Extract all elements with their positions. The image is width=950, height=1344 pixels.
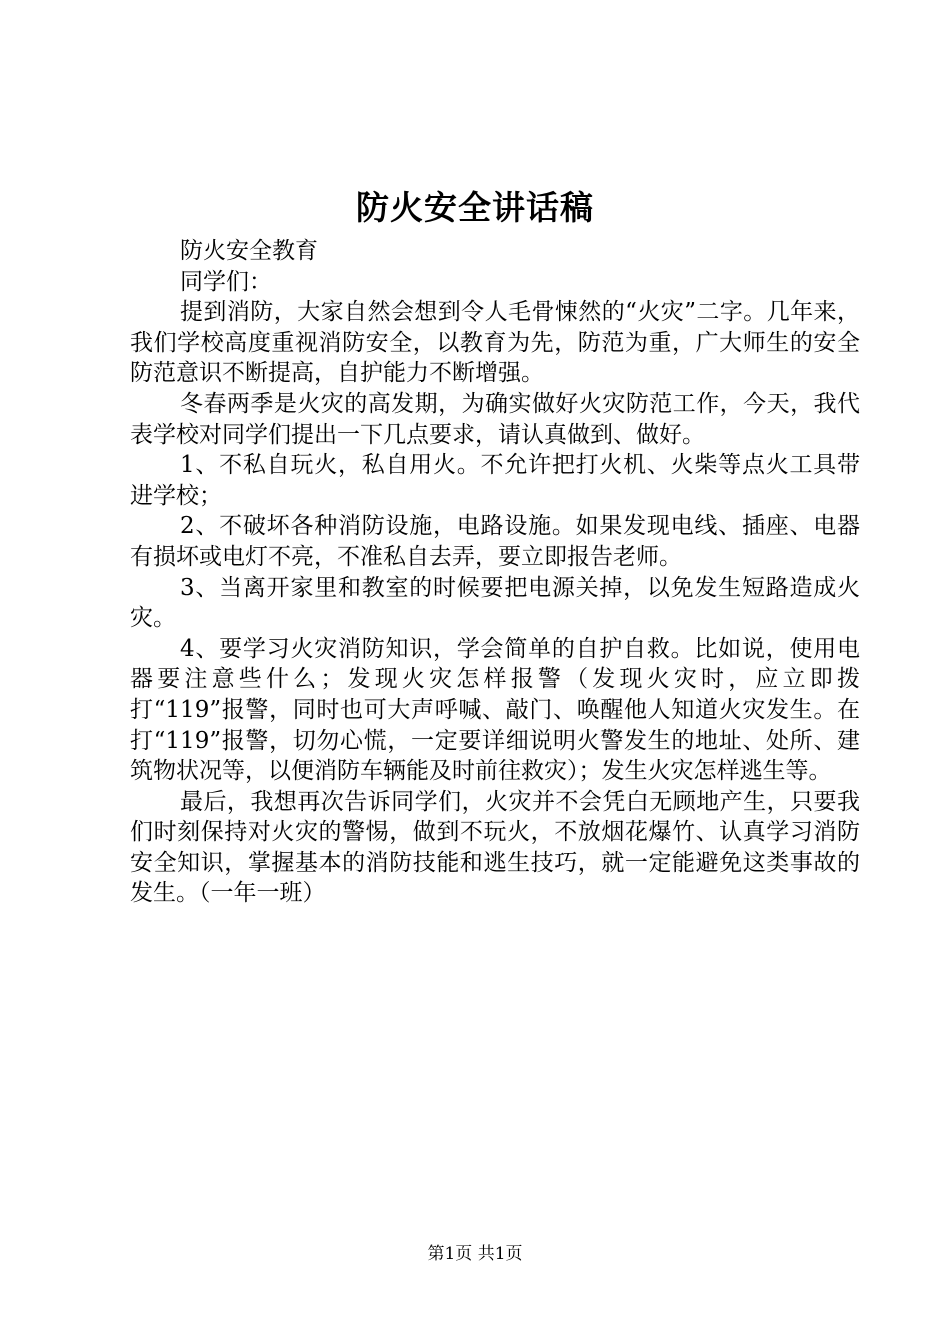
paragraph-closing: 最后，我想再次告诉同学们，火灾并不会凭白无顾地产生，只要我们时刻保持对火灾的警惕，做到不玩火，不放烟花爆竹、认真学习消防安全知识，掌握基本的消防技能和逃生技巧，就一定能避免这类事故的发生。（一年一班） bbox=[130, 788, 860, 907]
paragraph-item-1: 1、不私自玩火，私自用火。不允许把打火机、火柴等点火工具带进学校； bbox=[130, 452, 860, 509]
paragraph-item-4: 4、要学习火灾消防知识，学会简单的自护自救。比如说，使用电器要注意些什么；发现火灾怎样报警（发现火灾时，应立即拨打“119”报警，同时也可大声呼喊、敲门、唤醒他人知道火灾发生。在打“119”报警，切勿心慌，一定要详细说明火警发生的地址、处所、建筑物状况等，以便消防车辆能及时前往救灾）；发生火灾怎样逃生等。 bbox=[130, 635, 860, 785]
document-title: 防火安全讲话稿 bbox=[356, 188, 594, 227]
document-body bbox=[130, 236, 860, 909]
page-footer: 第1页 共1页 bbox=[427, 1244, 523, 1264]
paragraph-intro: 提到消防，大家自然会想到令人毛骨悚然的“火灾”二字。几年来，我们学校高度重视消防安全，以教育为先，防范为重，广大师生的安全防范意识不断提高，自护能力不断增强。 bbox=[130, 299, 860, 387]
paragraph-item-3: 3、当离开家里和教室的时候要把电源关掉，以免发生短路造成火灾。 bbox=[130, 574, 860, 632]
paragraph-greeting: 同学们： bbox=[180, 268, 272, 295]
paragraph-heading: 防火安全教育 bbox=[180, 238, 318, 264]
paragraph-item-2: 2、不破坏各种消防设施，电路设施。如果发现电线、插座、电器有损坏或电灯不亮，不准私自去弄，要立即报告老师。 bbox=[130, 513, 860, 570]
paragraph-requirements: 冬春两季是火灾的高发期，为确实做好火灾防范工作，今天，我代表学校对同学们提出一下几点要求，请认真做到、做好。 bbox=[130, 390, 860, 448]
